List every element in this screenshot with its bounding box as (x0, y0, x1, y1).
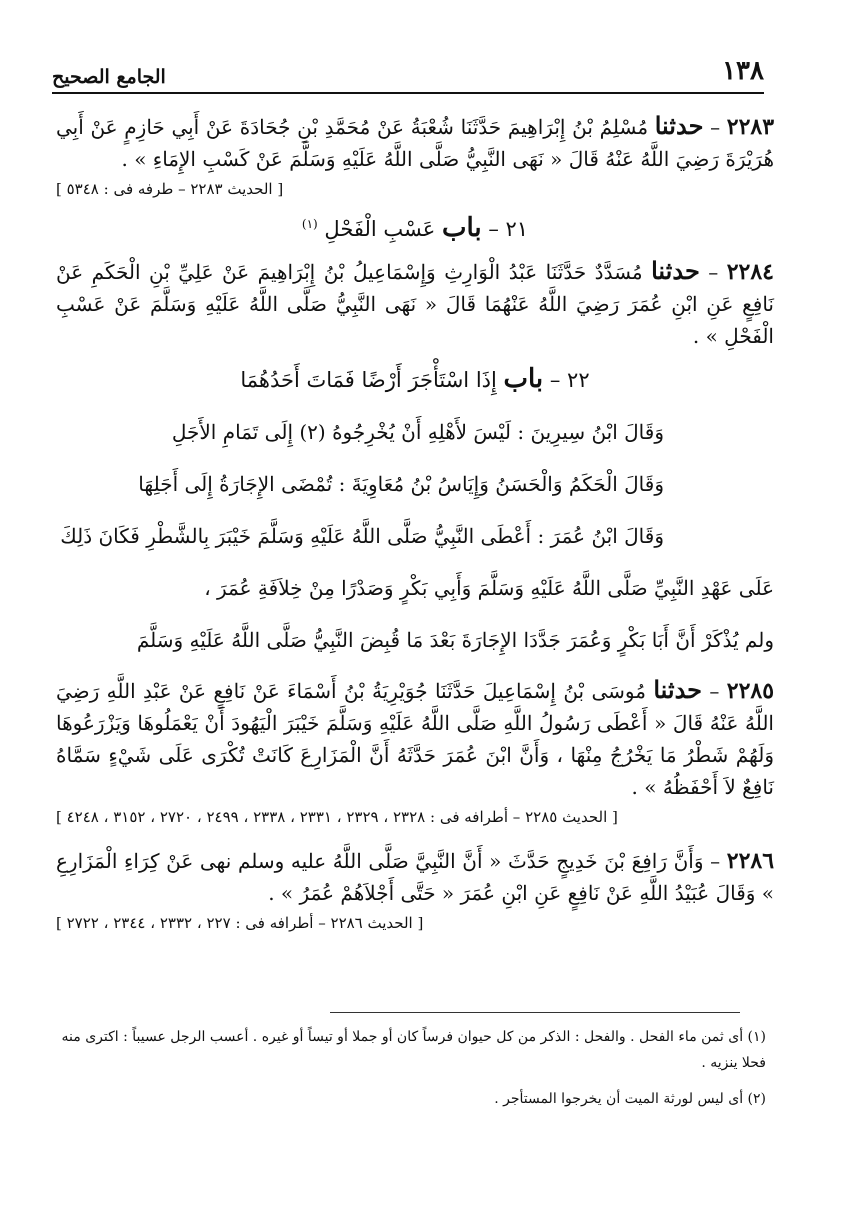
chapter-number: ٢٢ – (549, 368, 590, 392)
hadith-number: ٢٢٨٦ (726, 848, 775, 874)
hadith-2283: ٢٢٨٣ – حدثنا مُسْلِمُ بْنُ إِبْرَاهِيمَ حَدَّثَنَا شُعْبَةُ عَنْ مُحَمَّدِ بْنِ جُحَادَةَ عَنْ أَبِي حَازِمٍ عَنْ أَبِي هُرَيْرَةَ رَضِيَ اللَّهُ عَنْهُ قَالَ « نَهَى النَّبِيُّ صَلَّى اللَّهُ عَلَيْهِ وَسَلَّمَ عَنْ كَسْبِ الإِمَاءِ » . (56, 111, 775, 171)
quote-line: عَلَى عَهْدِ النَّبِيِّ صَلَّى اللَّهُ عَلَيْهِ وَسَلَّمَ وَأَبِي بَكْرٍ وَصَدْرًا مِنْ خِلاَفَةِ عُمَرَ ، (204, 576, 774, 600)
footnote: (٢) أى ليس لورثة الميت أن يخرجوا المستأجر . (494, 1091, 766, 1107)
hadith-2284: ٢٢٨٤ – حدثنا مُسَدَّدٌ حَدَّثَنَا عَبْدُ الْوَارِثِ وَإِسْمَاعِيلُ بْنُ إِبْرَاهِيمَ عَنْ عَلِيِّ بْنِ الْحَكَمِ عَنْ نَافِعٍ عَنِ ابْنِ عُمَرَ رَضِيَ اللَّهُ عَنْهُمَا قَالَ « نَهَى النَّبِيُّ صَلَّى اللَّهُ عَلَيْهِ وَسَلَّمَ عَنْ عَسْبِ الْفَحْلِ » . (56, 256, 774, 348)
bab-word: باب (442, 213, 482, 243)
bab-word: باب (503, 364, 544, 394)
hadith-number: ٢٢٨٥ (726, 678, 775, 704)
hadith-number: ٢٢٨٣ (726, 114, 775, 140)
hadith-2285: ٢٢٨٥ – حدثنا مُوسَى بْنُ إِسْمَاعِيلَ حَدَّثَنَا جُوَيْرِيَةُ بْنُ أَسْمَاءَ عَنْ نَافِعٍ عَنْ عَبْدِ اللَّهِ رَضِيَ اللَّهُ عَنْهُ قَالَ « أَعْطَى رَسُولُ اللَّهِ صَلَّى اللَّهُ عَلَيْهِ وَسَلَّمَ خَيْبَرَ الْيَهُودَ أَنْ يَعْمَلُوهَا وَيَزْرَعُوهَا وَلَهُمْ شَطْرُ مَا يَخْرُجُ مِنْهَا ، وَأَنَّ ابْنَ عُمَرَ حَدَّثَهُ أَنَّ الْمَزَارِعَ كَانَتْ تُكْرَى عَلَى شَيْءٍ سَمَّاهُ نَافِعٌ لاَ أَحْفَظُهُ » . (56, 675, 775, 799)
running-title: الجامع الصحيح (52, 66, 166, 88)
haddathana-word: حدثنا (653, 675, 703, 704)
quote-line: وَقَالَ ابْنُ عُمَرَ : أَعْطَى النَّبِيُّ صَلَّى اللَّهُ عَلَيْهِ وَسَلَّمَ خَيْبَرَ بِالشَّطْرِ فَكَانَ ذَلِكَ (60, 524, 664, 548)
hadith-text: مُوسَى بْنُ إِسْمَاعِيلَ حَدَّثَنَا جُوَيْرِيَةُ بْنُ أَسْمَاءَ عَنْ نَافِعٍ عَنْ عَبْدِ اللَّهِ رَضِيَ اللَّهُ عَنْهُ قَالَ « أَعْطَى رَسُولُ اللَّهِ صَلَّى اللَّهُ عَلَيْهِ وَسَلَّمَ خَيْبَرَ الْيَهُودَ أَنْ يَعْمَلُوهَا وَيَزْرَعُوهَا وَلَهُمْ شَطْرُ مَا يَخْرُجُ مِنْهَا ، وَأَنَّ ابْنَ عُمَرَ حَدَّثَهُ أَنَّ الْمَزَارِعَ كَانَتْ تُكْرَى عَلَى شَيْءٍ سَمَّاهُ نَافِعٌ لاَ أَحْفَظُهُ » . (56, 679, 774, 799)
chapter-title: إِذَا اسْتَأْجَرَ أَرْضًا فَمَاتَ أَحَدُهُمَا (240, 368, 497, 392)
hadith-text: مُسْلِمُ بْنُ إِبْرَاهِيمَ حَدَّثَنَا شُعْبَةُ عَنْ مُحَمَّدِ بْنِ جُحَادَةَ عَنْ أَبِي حَازِمٍ عَنْ أَبِي هُرَيْرَةَ رَضِيَ اللَّهُ عَنْهُ قَالَ « نَهَى النَّبِيُّ صَلَّى اللَّهُ عَلَيْهِ وَسَلَّمَ عَنْ كَسْبِ الإِمَاءِ » . (56, 115, 774, 171)
footnote-divider (330, 1012, 740, 1013)
footnote-mark: (١) (301, 217, 318, 231)
haddathana-word: حدثنا (654, 111, 704, 140)
footnote: (١) أى ثمن ماء الفحل . والفحل : الذكر من كل حيوان فرساً كان أو جملا أو تيساً أو غيره . أعسب الرجل عسيباً : اكترى منه فحلا ينزيه . (61, 1029, 766, 1071)
hadith-reference: [ الحديث ٢٢٨٥ – أطرافه فى : ٢٣٢٨ ، ٢٣٢٩ ، ٢٣٣١ ، ٢٣٣٨ ، ٢٤٩٩ ، ٢٧٢٠ ، ٣١٥٢ ، ٤٢٤٨ ] (56, 808, 618, 826)
haddathana-word: حدثنا (651, 256, 700, 285)
quote-line: وَقَالَ ابْنُ سِيرِينَ : لَيْسَ لأَهْلِهِ أَنْ يُخْرِجُوهُ (٢) إِلَى تَمَامِ الأَجَلِ (171, 420, 664, 444)
hadith-text: – وَأَنَّ رَافِعَ بْنَ خَدِيجٍ حَدَّثَ « أَنَّ النَّبِيَّ صَلَّى اللَّهُ عليه وسلم نهى عَنْ كِرَاءِ الْمَزَارِعِ » وَقَالَ عُبَيْدُ اللَّهِ عَنْ نَافِعٍ عَنِ ابْنِ عُمَرَ « حَتَّى أَجْلاَهُمْ عُمَرُ » . (56, 849, 774, 905)
chapter-title: عَسْبِ الْفَحْلِ (324, 217, 436, 241)
footnotes (56, 1024, 766, 1122)
page-number: ١٣٨ (722, 56, 764, 86)
quote-line: ولم يُذْكَرْ أَنَّ أَبَا بَكْرٍ وَعُمَرَ جَدَّدَا الإِجَارَةَ بَعْدَ مَا قُبِضَ النَّبِيُّ صَلَّى اللَّهُ عَلَيْهِ وَسَلَّمَ (136, 628, 774, 652)
chapter-heading-22 (56, 364, 774, 394)
main-text (56, 110, 774, 943)
quote-line: وَقَالَ الْحَكَمُ وَالْحَسَنُ وَإِيَاسُ بْنُ مُعَاوِيَةَ : تُمْضَى الإِجَارَةُ إِلَى أَجَلِهَا (138, 472, 664, 496)
chapter-heading-21 (56, 213, 774, 243)
chapter-number: ٢١ – (488, 217, 529, 241)
page-header (52, 52, 764, 94)
hadith-number: ٢٢٨٤ (726, 259, 774, 285)
hadith-2286 (56, 845, 774, 909)
hadith-text: مُسَدَّدٌ حَدَّثَنَا عَبْدُ الْوَارِثِ وَإِسْمَاعِيلُ بْنُ إِبْرَاهِيمَ عَنْ عَلِيِّ بْنِ الْحَكَمِ عَنْ نَافِعٍ عَنِ ابْنِ عُمَرَ رَضِيَ اللَّهُ عَنْهُمَا قَالَ « نَهَى النَّبِيُّ صَلَّى اللَّهُ عَلَيْهِ وَسَلَّمَ عَنْ عَسْبِ الْفَحْلِ » . (56, 260, 774, 348)
hadith-reference: [ الحديث ٢٢٨٣ – طرفه فى : ٥٣٤٨ ] (56, 180, 284, 198)
hadith-reference: [ الحديث ٢٢٨٦ – أطرافه فى : ٢٢٧ ، ٢٣٣٢ ، ٢٣٤٤ ، ٢٧٢٢ ] (56, 914, 424, 932)
